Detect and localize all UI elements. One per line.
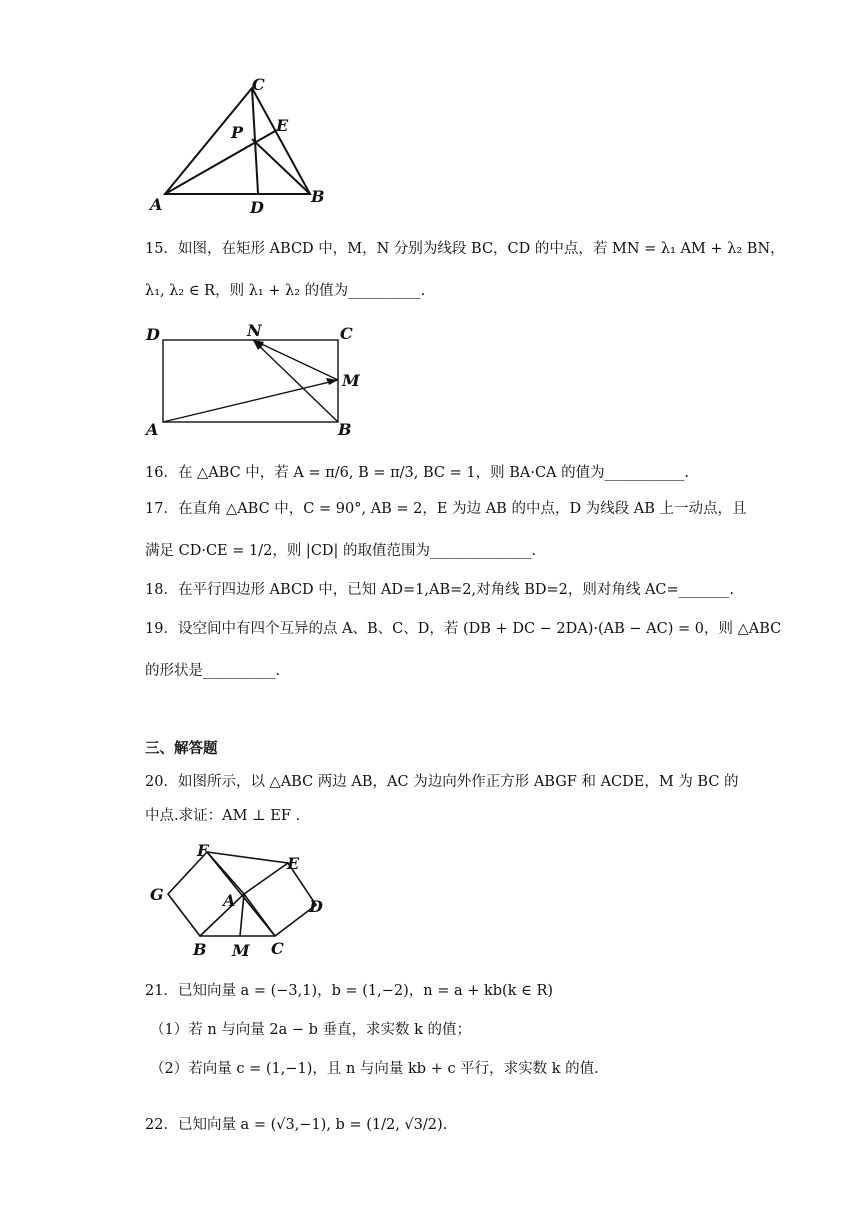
label-a: A (150, 195, 163, 214)
label-d: D (250, 198, 264, 217)
triangle-figure (140, 70, 340, 220)
squares-figure (140, 838, 340, 963)
label-c: C (340, 324, 353, 343)
label-e: E (287, 854, 300, 873)
label-m: M (342, 371, 360, 390)
label-f: F (197, 841, 209, 860)
q22-text: 22．已知向量 a = (√3,−1), b = (1/2, √3/2). (145, 1117, 448, 1133)
q19-line2: 的形状是__________. (145, 663, 281, 679)
q21-sub2: （2）若向量 c = (1,−1)，且 n 与向量 kb + c 平行，求实数 k 的值. (150, 1061, 599, 1077)
q15-line1: 15．如图，在矩形 ABCD 中，M，N 分别为线段 BC，CD 的中点，若 MN = λ₁ AM + λ₂ BN， (145, 241, 785, 257)
section-heading: 三、解答题 (145, 741, 218, 757)
rectangle-figure (140, 318, 370, 443)
label-a: A (146, 420, 159, 439)
q17-line2: 满足 CD·CE = 1/2，则 |CD| 的取值范围为______________. (145, 543, 537, 559)
label-m: M (232, 941, 250, 960)
q17-line1: 17．在直角 △ABC 中，C = 90°, AB = 2，E 为边 AB 的中点，D 为线段 AB 上一动点，且 (145, 501, 747, 517)
label-p: P (231, 123, 244, 142)
q15-line2: λ₁, λ₂ ∈ R，则 λ₁ + λ₂ 的值为__________. (145, 283, 426, 299)
label-g: G (150, 885, 164, 904)
label-b: B (193, 940, 207, 959)
label-d: D (146, 325, 160, 344)
q20-line2: 中点.求证：AM ⊥ EF . (145, 808, 301, 824)
q18-text: 18．在平行四边形 ABCD 中，已知 AD=1,AB=2,对角线 BD=2，则对角线 AC=_______. (145, 582, 735, 598)
q16-text: 16．在 △ABC 中，若 A = π/6, B = π/3, BC = 1，则 BA·CA 的值为___________. (145, 465, 689, 481)
q21-line1: 21．已知向量 a = (−3,1)，b = (1,−2)，n = a + kb(k ∈ R) (145, 983, 554, 999)
label-n: N (247, 321, 262, 340)
label-b: B (338, 420, 352, 439)
label-a: A (223, 891, 236, 910)
q20-line1: 20．如图所示，以 △ABC 两边 AB，AC 为边向外作正方形 ABGF 和 ACDE，M 为 BC 的 (145, 774, 739, 790)
q21-sub1: （1）若 n 与向量 2a − b 垂直，求实数 k 的值； (150, 1022, 472, 1038)
label-b: B (311, 187, 325, 206)
label-d: D (309, 897, 323, 916)
label-c: C (271, 939, 284, 958)
q19-line1: 19．设空间中有四个互异的点 A、B、C、D，若 (DB + DC − 2DA)·(AB − AC) = 0，则 △ABC (145, 621, 782, 637)
label-c: C (252, 75, 265, 94)
label-e: E (276, 116, 289, 135)
